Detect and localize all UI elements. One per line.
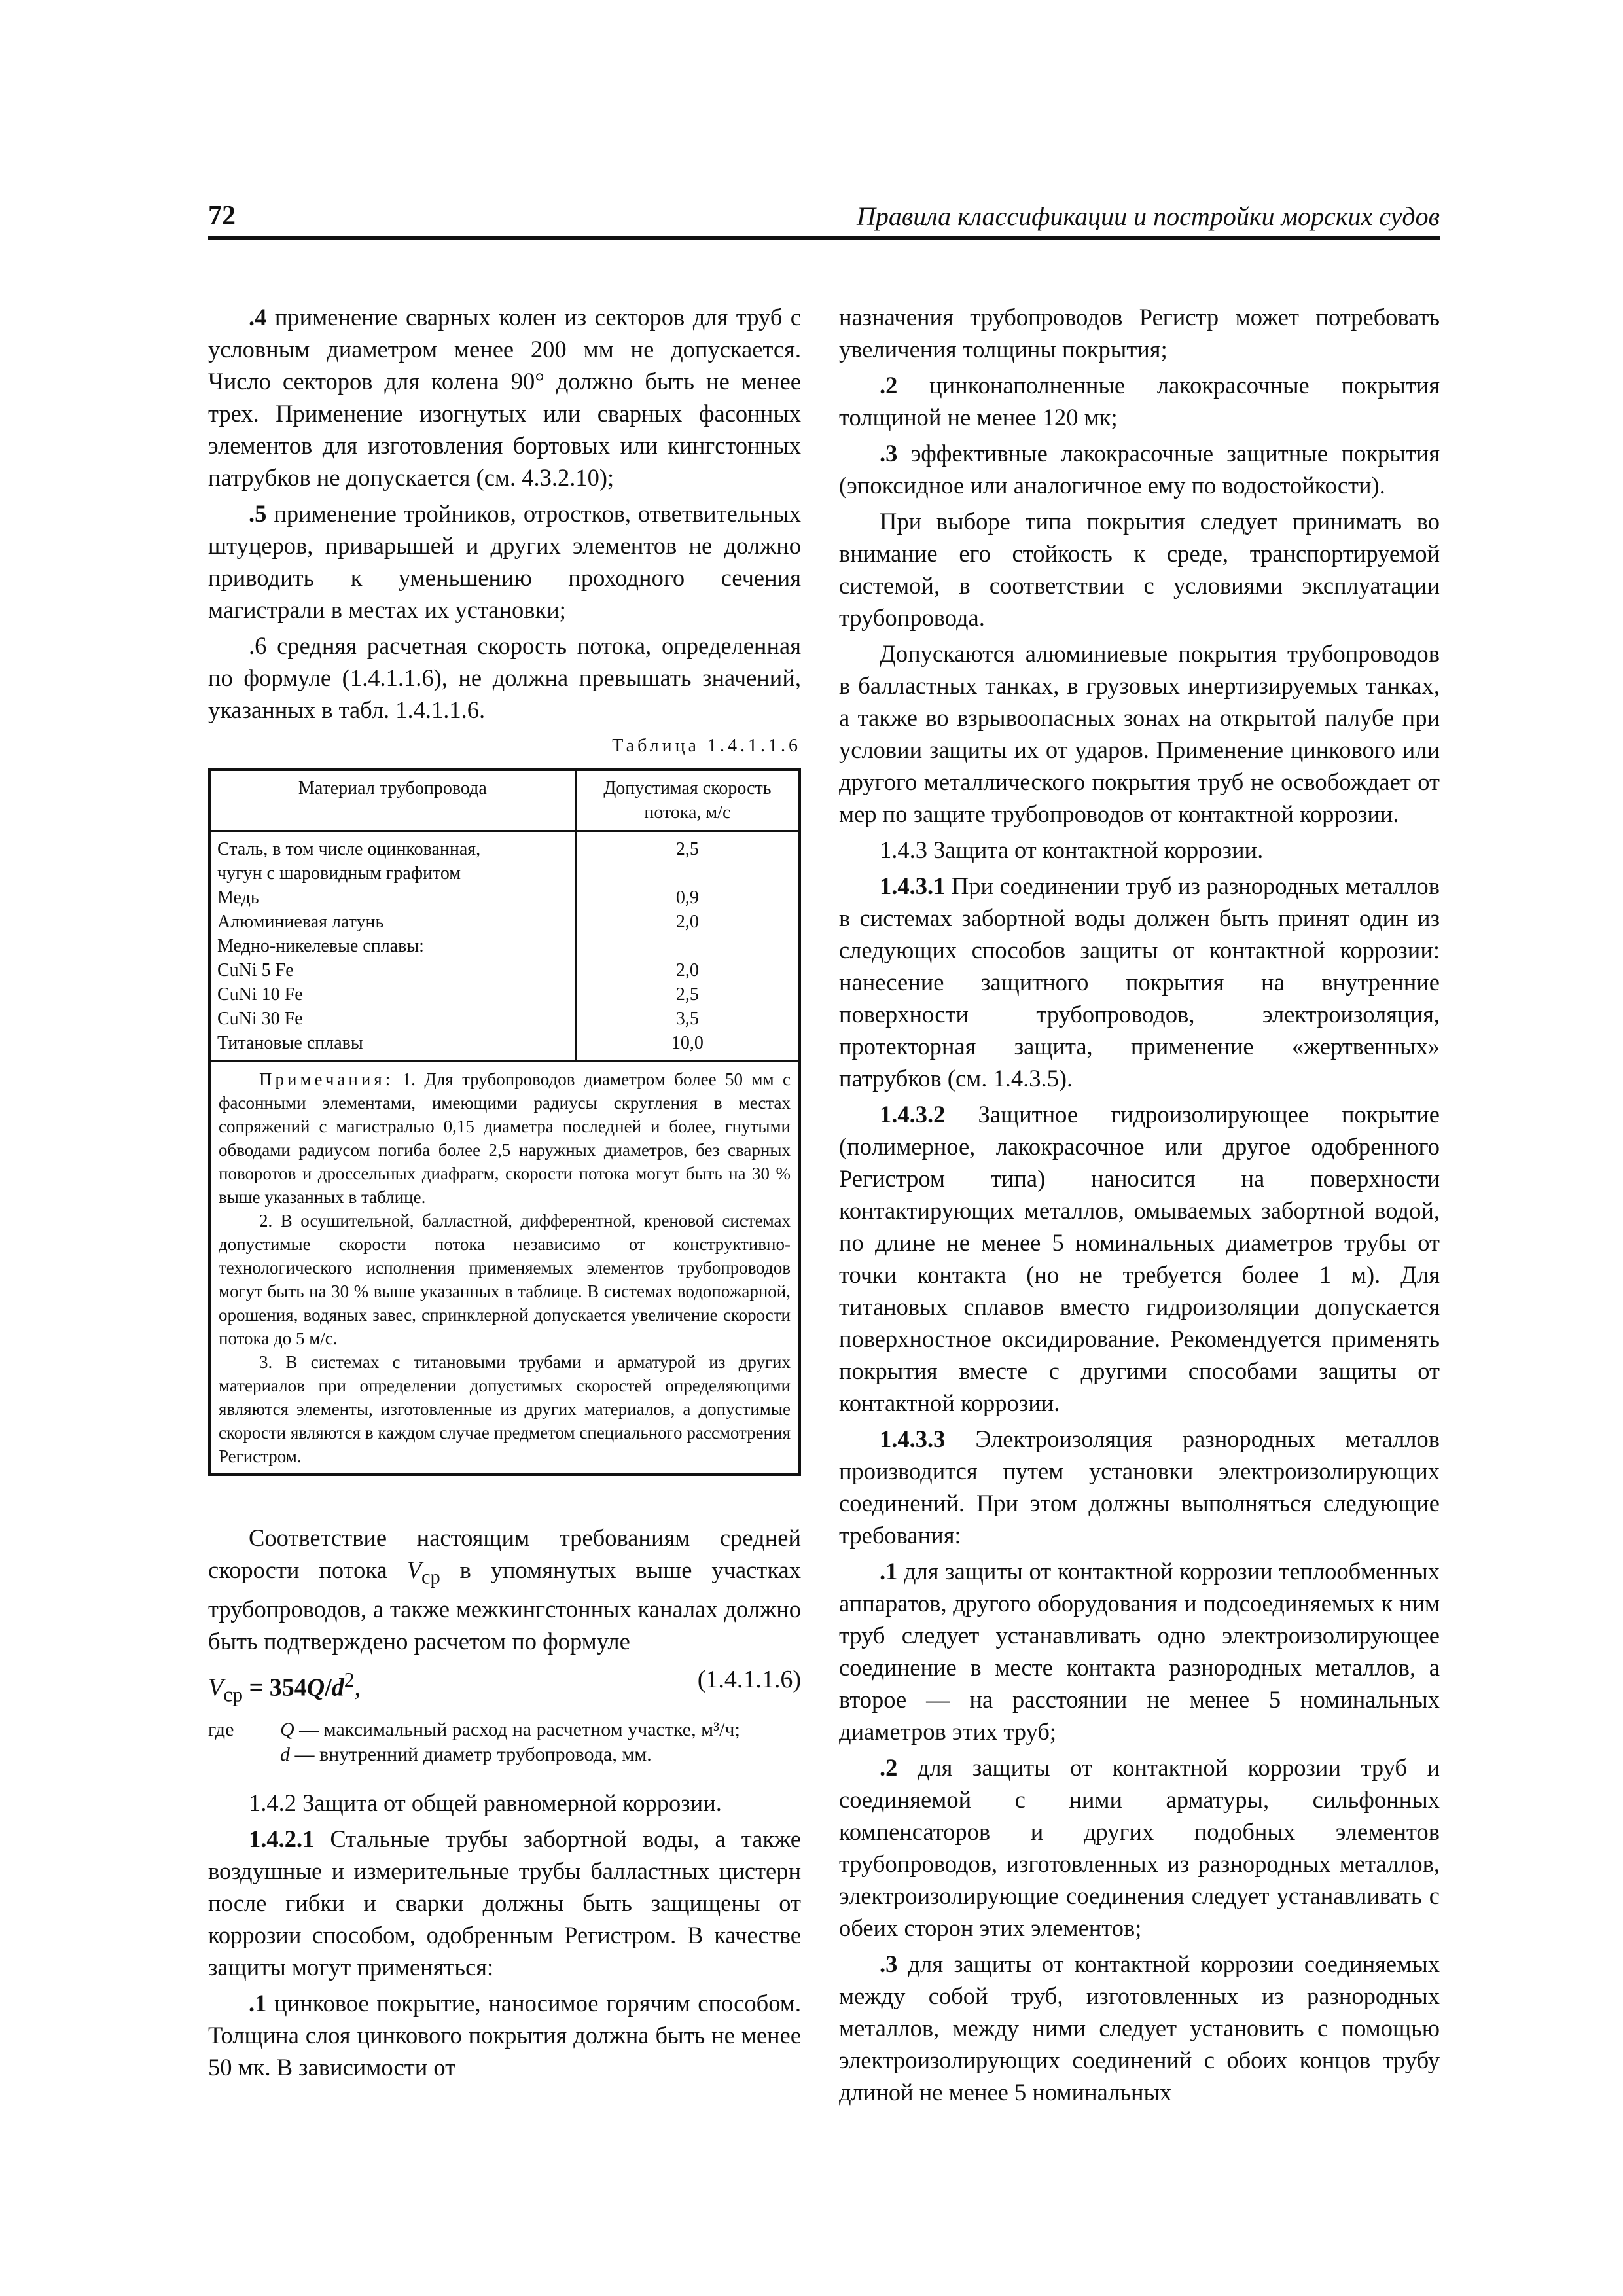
table-cell-material: CuNi 5 Fe: [217, 960, 294, 980]
table-header-row: [209, 770, 800, 831]
formula-expression: $V_{ср} = 354Q/d^2$,: [208, 1668, 361, 1706]
table-cell-value: [575, 934, 800, 958]
legend-d: d — внутренний диаметр трубопровода, мм.: [280, 1743, 652, 1765]
table-cell-value: 2,0: [575, 958, 800, 982]
table-row: [209, 861, 800, 886]
table-note-3: 3. В системах с титановыми трубами и арматурой из других материалов при определении допустимых скоростей определяющими являются элементы, изготовленные из других материалов, а допустимые скорости являются в каждом случае предметом специального рассмотрения Регистром.: [219, 1352, 791, 1466]
table-notes-row: [209, 1062, 800, 1475]
flow-speed-table: [208, 768, 801, 1476]
table-cell-material: чугун с шаровидным графитом: [217, 863, 461, 884]
table-cell-material: Медь: [217, 888, 259, 908]
table-header-material: Материал трубопровода: [209, 770, 575, 831]
paragraph-item-6: .6 средняя расчетная скорость потока, определенная по формуле (1.4.1.1.6), не должна превышать значений, указанных в табл. 1.4.1.1.6.: [208, 632, 801, 723]
paragraph-continued: назначения трубопроводов Регистр может потребовать увеличения толщины покрытия;: [839, 304, 1440, 363]
formula-number: (1.4.1.1.6): [697, 1666, 801, 1694]
table-header-speed: Допустимая скорость потока, м/с: [575, 770, 800, 831]
table-row: [209, 886, 800, 910]
paragraph-1-4-3-2: 1.4.3.2 Защитное гидроизолирующее покрытие (полимерное, лакокрасочное или другое одобренного Регистром типа) наносится на поверхности контактирующих металлов, омываемых забортной водой, по длине не менее 5 номинальных диаметров трубы от точки контакта (но не требуется более 1 м). Для титановых сплавов вместо гидроизоляции допускается поверхностное оксидирование. Рекомендуется применять покрытия вместе с другими способами защиты от контактной коррозии.: [839, 1101, 1440, 1416]
paragraph-1-4-3-3: 1.4.3.3 Электроизоляция разнородных металлов производится путем установки электроизолирующих соединений. При этом должны выполняться следующие требования:: [839, 1426, 1440, 1549]
table-body: [209, 831, 800, 1475]
table-cell-material: Титановые сплавы: [217, 1033, 363, 1053]
table-cell-material: CuNi 30 Fe: [217, 1009, 303, 1029]
paragraph-item-2: .2 цинконаполненные лакокрасочные покрытия толщиной не менее 120 мк;: [839, 372, 1440, 431]
heading-1-4-3: 1.4.3 Защита от контактной коррозии.: [880, 836, 1264, 863]
right-column: [839, 301, 1440, 2112]
table-notes: [209, 1062, 800, 1475]
paragraph-item-1-right: .1 для защиты от контактной коррозии теплообменных аппаратов, другого оборудования и подсоединяемых к ним труб следует устанавливать одно электроизолирующее соединение в месте контакта разнородных металлов, а второе — на расстоянии не менее 5 номинальных диаметров этих труб;: [839, 1558, 1440, 1745]
paragraph-item-3: .3 эффективные лакокрасочные защитные покрытия (эпоксидное или аналогичное ему по водостойкости).: [839, 440, 1440, 499]
page-header: [208, 195, 1440, 240]
table-cell-material: Медно-никелевые сплавы:: [217, 936, 424, 956]
legend-where-label: где: [208, 1718, 234, 1740]
paragraph-item-3-right: .3 для защиты от контактной коррозии соединяемых между собой труб, изготовленных из разнородных металлов, между ними следует установить с помощью электроизолирующих соединений с обоих концов трубу длиной не менее 5 номинальных: [839, 1950, 1440, 2106]
table-cell-material: Сталь, в том числе оцинкованная,: [217, 839, 481, 859]
table-note-2: 2. В осушительной, балластной, дифферентной, креновой системах допустимые скорости потока независимо от конструктивно-технологического исполнения применяемых элементов трубопроводов могут быть на 30 % выше указанных в таблице. В системах водопожарной, орошения, водяных завес, спринклерной допускается увеличение скорости потока до 5 м/с.: [219, 1211, 791, 1348]
paragraph-1-4-3-1: 1.4.3.1 При соединении труб из разнородных металлов в системах забортной воды должен быть принят один из следующих способов защиты от контактной коррозии: нанесение защитного покрытия на внутренние поверхности трубопроводов, электроизоляция, протекторная защита, применение «жертвенных» патрубков (см. 1.4.3.5).: [839, 872, 1440, 1092]
paragraph-item-1: .1 цинковое покрытие, наносимое горячим способом. Толщина слоя цинкового покрытия должна быть не менее 50 мк. В зависимости от: [208, 1989, 801, 2081]
table-row: [209, 958, 800, 982]
formula: [208, 1664, 801, 1710]
table-row: [209, 934, 800, 958]
table-cell-value: 3,5: [575, 1007, 800, 1031]
table-row: [209, 1031, 800, 1062]
table-cell-value: 2,5: [575, 982, 800, 1007]
table-cell-value: 10,0: [575, 1031, 800, 1062]
table-cell-material: Алюминиевая латунь: [217, 912, 384, 932]
paragraph-aluminium-coatings: Допускаются алюминиевые покрытия трубопроводов в балластных танках, в грузовых инертизируемых танках, а также во взрывоопасных зонах на открытой палубе при условии защиты их от ударов. Применение цинкового или другого металлического покрытия труб не освобождает от мер по защите трубопроводов от контактной коррозии.: [839, 640, 1440, 827]
table-row: [209, 910, 800, 934]
running-title: Правила классификации и постройки морских судов: [856, 202, 1440, 231]
heading-1-4-2: 1.4.2 Защита от общей равномерной коррозии.: [249, 1789, 722, 1816]
table-row: [209, 1007, 800, 1031]
table-caption: Таблица 1.4.1.1.6: [612, 736, 801, 756]
paragraph-item-5: .5 применение тройников, отростков, ответвительных штуцеров, приварышей и других элементов не должно приводить к уменьшению проходного сечения магистрали в местах их установки;: [208, 500, 801, 623]
paragraph-coating-choice: При выборе типа покрытия следует принимать во внимание его стойкость к среде, транспортируемой системой, в соответствии с условиями эксплуатации трубопровода.: [839, 508, 1440, 631]
paragraph-1-4-2-1: 1.4.2.1 Стальные трубы забортной воды, а также воздушные и измерительные трубы балластных цистерн после гибки и сварки должны быть защищены от коррозии способом, одобренным Регистром. В качестве защиты могут применяться:: [208, 1825, 801, 1981]
table-row: [209, 982, 800, 1007]
table-note-1: Примечания: 1. Для трубопроводов диаметром более 50 мм с фасонными элементами, имеющими радиусы скругления в местах сопряжений с магистралью 0,15 диаметра последней и более, гнутыми обводами радиусом погиба более 2,5 наружных диаметров, без сварных поворотов и дроссельных диафрагм, скорости потока могут быть на 30 % выше указанных в таблице.: [219, 1069, 791, 1207]
table-cell-material: CuNi 10 Fe: [217, 984, 303, 1005]
left-column: [208, 301, 801, 2087]
formula-legend: [208, 1717, 801, 1767]
table-cell-value: 2,0: [575, 910, 800, 934]
paragraph-item-2-right: .2 для защиты от контактной коррозии труб и соединяемой с ними арматуры, сильфонных компенсаторов и других подобных элементов трубопроводов, изготовленных из разнородных металлов, электроизолирующие соединения следует устанавливать с обеих сторон этих элементов;: [839, 1754, 1440, 1941]
table-row: [209, 831, 800, 862]
table-cell-value: [575, 861, 800, 886]
legend-q: Q — максимальный расход на расчетном участке, м³/ч;: [280, 1718, 740, 1740]
paragraph-item-4: .4 применение сварных колен из секторов для труб с условным диаметром менее 200 мм не допускается. Число секторов для колена 90° должно быть не менее трех. Применение изогнутых или сварных фасонных элементов для изготовления бортовых или кингстонных патрубков не допускается (см. 4.3.2.10);: [208, 304, 801, 491]
table-cell-value: 2,5: [575, 831, 800, 862]
paragraph-formula-intro: Соответствие настоящим требованиям средней скорости потока $V_{ср}$ в упомянутых выше участках трубопроводов, а также межкингстонных каналах должно быть подтверждено расчетом по формуле: [208, 1524, 802, 1655]
page-number: 72: [208, 201, 236, 231]
table-cell-value: 0,9: [575, 886, 800, 910]
